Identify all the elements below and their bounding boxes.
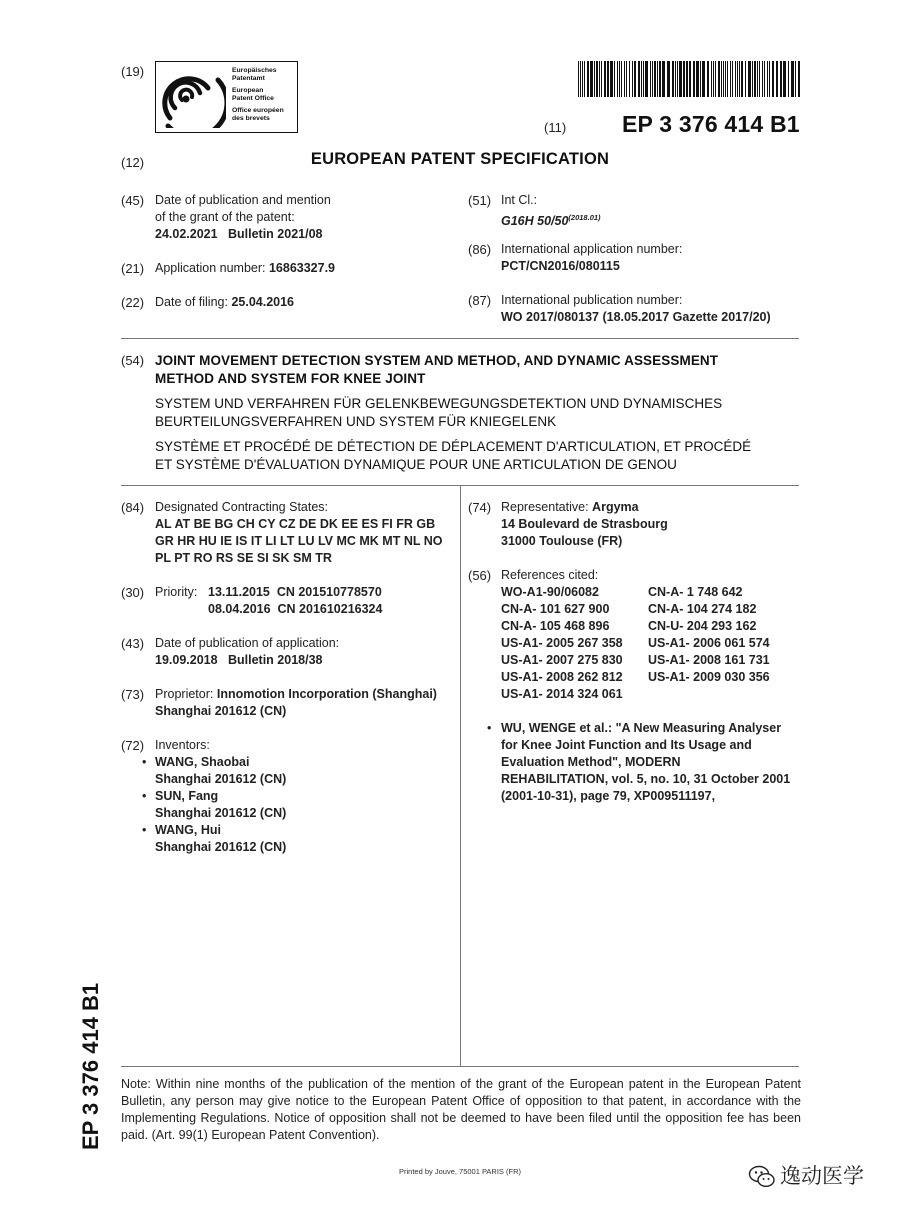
- watermark-text: 逸动医学: [780, 1165, 864, 1188]
- proprietor-label: Proprietor:: [155, 687, 214, 701]
- inid-21: (21): [121, 261, 145, 276]
- bullet: •: [142, 755, 147, 769]
- bullet: •: [487, 721, 492, 735]
- app-number-label: Application number:: [155, 261, 266, 275]
- bullet: •: [142, 823, 147, 837]
- inid-74: (74): [468, 500, 492, 515]
- epo-logo-icon: [162, 66, 226, 128]
- inid-86: (86): [468, 242, 492, 257]
- title-de-1: SYSTEM UND VERFAHREN FÜR GELENKBEWEGUNGSDETEKTION UND DYNAMISCHES: [155, 396, 723, 411]
- publication-number: EP 3 376 414 B1: [622, 111, 800, 137]
- refs-label: References cited:: [501, 568, 599, 582]
- inid-43: (43): [121, 636, 145, 651]
- app-number-value: 16863327.9: [268, 261, 336, 275]
- rep-address-1: 14 Boulevard de Strasbourg: [501, 517, 668, 531]
- ref-item: US-A1- 2005 267 358: [501, 636, 623, 650]
- inventor-name: WANG, Hui: [155, 823, 221, 837]
- grant-value: 24.02.2021 Bulletin 2021/08: [155, 227, 323, 241]
- office-name-fr-2: des brevets: [232, 115, 270, 122]
- proprietor: [155, 686, 437, 703]
- intl-app-label: International application number:: [501, 242, 683, 256]
- states-line: PL PT RO RS SE SI SK SM TR: [155, 551, 332, 565]
- app-pub-value: 19.09.2018 Bulletin 2018/38: [155, 653, 323, 667]
- intl-pub-label: International publication number:: [501, 293, 683, 307]
- inid-30: (30): [121, 585, 145, 600]
- ref-item: CN-A- 1 748 642: [648, 585, 743, 599]
- ref-item: US-A1- 2008 161 731: [648, 653, 770, 667]
- proprietor-address: Shanghai 201612 (CN): [155, 704, 287, 718]
- npl-line: REHABILITATION, vol. 5, no. 10, 31 October 2001: [501, 772, 791, 786]
- office-name-en-2: Patent Office: [232, 95, 274, 102]
- inid-56: (56): [468, 568, 492, 583]
- int-cl-version: (2018.01): [568, 213, 601, 222]
- grant-label-1: Date of publication and mention: [155, 193, 331, 207]
- title-fr-2: ET SYSTÈME D'ÉVALUATION DYNAMIQUE POUR UNE ARTICULATION DE GENOU: [155, 457, 677, 472]
- int-cl-label: Int Cl.:: [501, 193, 538, 207]
- inid-45: (45): [121, 193, 145, 208]
- divider-bottom: [121, 1066, 799, 1067]
- priority-label: Priority:: [155, 585, 198, 599]
- inventor-address: Shanghai 201612 (CN): [155, 806, 287, 820]
- inid-84: (84): [121, 500, 145, 515]
- intl-app-value: PCT/CN2016/080115: [501, 259, 620, 273]
- intl-pub-value: WO 2017/080137 (18.05.2017 Gazette 2017/20): [501, 310, 771, 324]
- rep-name: Argyma: [592, 500, 639, 514]
- inid-11: (11): [544, 120, 567, 135]
- npl-line: (2001-10-31), page 79, XP009511197,: [501, 789, 716, 803]
- ref-item: CN-U- 204 293 162: [648, 619, 757, 633]
- ref-item: CN-A- 104 274 182: [648, 602, 757, 616]
- app-number: [155, 260, 335, 277]
- ref-item: US-A1- 2006 061 574: [648, 636, 770, 650]
- title-de-2: BEURTEILUNGSVERFAHREN UND SYSTEM FÜR KNIEGELENK: [155, 414, 557, 429]
- app-pub-label: Date of publication of application:: [155, 636, 340, 650]
- office-name-fr-1: Office européen: [232, 107, 284, 114]
- inid-22: (22): [121, 295, 145, 310]
- inid-51: (51): [468, 193, 492, 208]
- barcode-icon: [578, 61, 800, 97]
- inid-73: (73): [121, 687, 145, 702]
- int-cl: [501, 209, 601, 230]
- inid-72: (72): [121, 738, 145, 753]
- states-line: AL AT BE BG CH CY CZ DE DK EE ES FI FR GB: [155, 517, 436, 531]
- filing-date-label: Date of filing:: [155, 295, 228, 309]
- office-name-en-1: European: [232, 87, 264, 94]
- int-cl-value: G16H 50/50: [501, 214, 569, 229]
- inventor-address: Shanghai 201612 (CN): [155, 840, 287, 854]
- inid-19: (19): [121, 64, 145, 79]
- inventor-address: Shanghai 201612 (CN): [155, 772, 287, 786]
- inid-54: (54): [121, 353, 145, 368]
- document-title-text: EUROPEAN PATENT SPECIFICATION: [310, 150, 610, 168]
- ref-item: CN-A- 101 627 900: [501, 602, 610, 616]
- bullet: •: [142, 789, 147, 803]
- inventor-name: WANG, Shaobai: [155, 755, 250, 769]
- filing-date: [155, 294, 294, 311]
- ref-item: CN-A- 105 468 896: [501, 619, 610, 633]
- priority-1: 13.11.2015 CN 201510778570: [208, 585, 382, 599]
- proprietor-name: Innomotion Incorporation (Shanghai): [216, 687, 437, 701]
- npl-line: WU, WENGE et al.: "A New Measuring Analyser: [501, 721, 782, 735]
- epo-logo: [155, 61, 298, 133]
- side-publication-number: EP 3 376 414 B1: [78, 982, 103, 1150]
- grant-label-2: of the grant of the patent:: [155, 210, 295, 224]
- ref-item: US-A1- 2007 275 830: [501, 653, 623, 667]
- ref-item: WO-A1-90/06082: [501, 585, 599, 599]
- title-en-2: METHOD AND SYSTEM FOR KNEE JOINT: [155, 371, 426, 386]
- watermark: [748, 1160, 864, 1190]
- filing-date-value: 25.04.2016: [231, 295, 295, 309]
- printed-by: Printed by Jouve, 75001 PARIS (FR): [399, 1167, 521, 1176]
- wechat-icon: [748, 1164, 776, 1190]
- states-label: Designated Contracting States:: [155, 500, 329, 514]
- ref-item: US-A1- 2008 262 812: [501, 670, 623, 684]
- office-names: [232, 67, 284, 123]
- inid-12: (12): [121, 155, 145, 170]
- ref-item: US-A1- 2014 324 061: [501, 687, 623, 701]
- inventors-label: Inventors:: [155, 738, 210, 752]
- column-divider: [460, 485, 461, 1067]
- priority-2: 08.04.2016 CN 201610216324: [208, 602, 383, 616]
- npl-line: for Knee Joint Function and Its Usage and: [501, 738, 752, 752]
- title-en-1: JOINT MOVEMENT DETECTION SYSTEM AND METHOD, AND DYNAMIC ASSESSMENT: [155, 353, 719, 368]
- opposition-note: Note: Within nine months of the publication of the mention of the grant of the European patent in the European Patent Bulletin, any person may give notice to the European Patent Office of opposition to that patent, in accordance with the Implementing Regulations. Notice of opposition shall not be deemed to have been filed until the opposition fee has been paid. (Art. 99(1) European Patent Convention).: [121, 1077, 801, 1142]
- ref-item: US-A1- 2009 030 356: [648, 670, 770, 684]
- inventor-name: SUN, Fang: [155, 789, 219, 803]
- document-title: [0, 150, 900, 169]
- rep-address-2: 31000 Toulouse (FR): [501, 534, 623, 548]
- states-line: GR HR HU IE IS IT LI LT LU LV MC MK MT NL NO: [155, 534, 443, 548]
- office-name-de-2: Patentamt: [232, 75, 265, 82]
- office-name-de-1: Europäisches: [232, 67, 277, 74]
- title-fr-1: SYSTÈME ET PROCÉDÉ DE DÉTECTION DE DÉPLACEMENT D'ARTICULATION, ET PROCÉDÉ: [155, 439, 752, 454]
- inid-87: (87): [468, 293, 492, 308]
- npl-line: Evaluation Method", MODERN: [501, 755, 681, 769]
- rep-label: Representative:: [501, 500, 589, 514]
- representative: [501, 499, 639, 516]
- divider-top: [121, 338, 799, 339]
